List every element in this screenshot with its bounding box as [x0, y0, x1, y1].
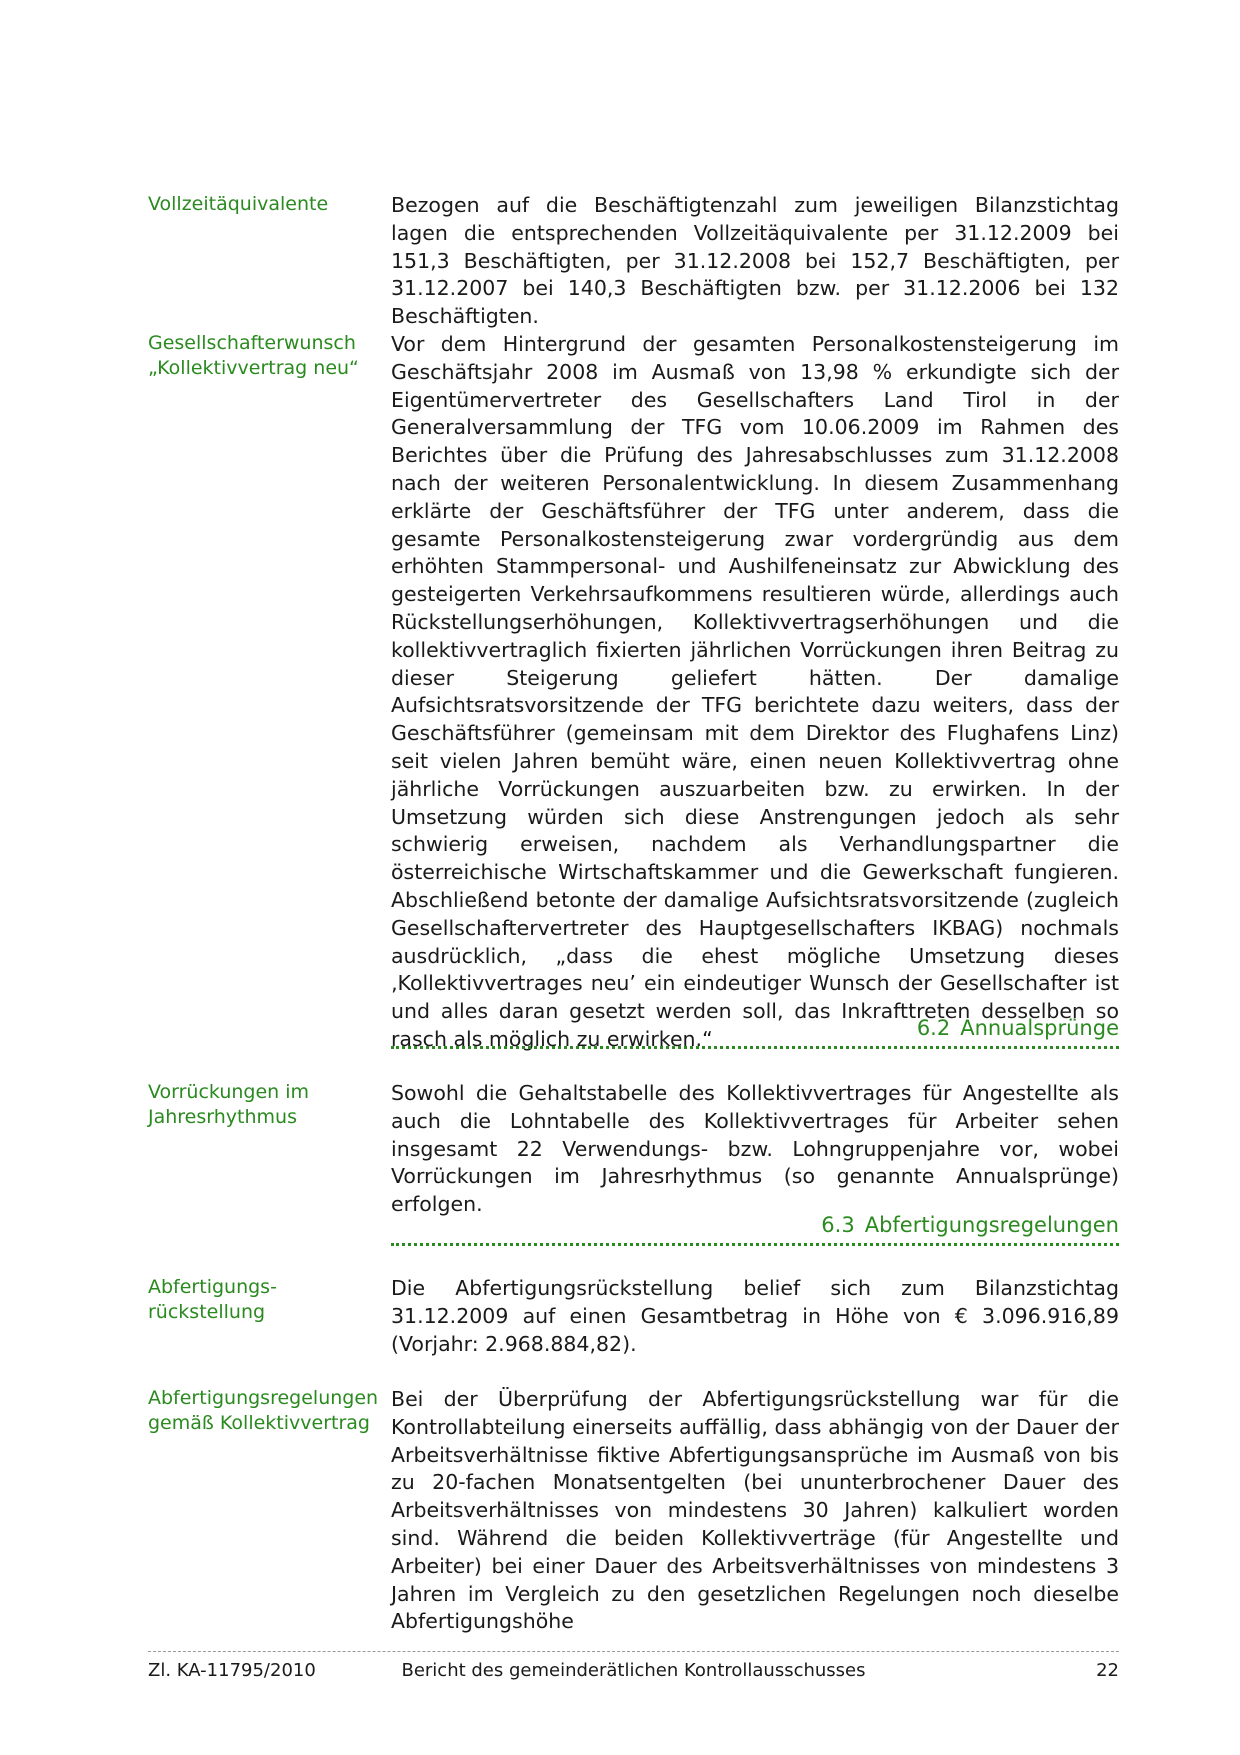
footer-reference: Zl. KA-11795/2010: [148, 1660, 316, 1681]
section-heading-6-3: [391, 1213, 1119, 1246]
section-number: 6.3: [821, 1213, 855, 1237]
margin-note-line: gemäß Kollektivvertrag: [148, 1412, 370, 1434]
margin-note-line: Gesellschafterwunsch: [148, 332, 356, 354]
section-heading-6-2: [391, 1016, 1119, 1049]
margin-note-rueckstellung: [148, 1275, 383, 1325]
margin-note-line: Abfertigungs-: [148, 1276, 277, 1298]
margin-note-vollzeit: [148, 192, 383, 217]
margin-note-vorrueckungen: [148, 1080, 383, 1130]
margin-note-line: Abfertigungsregelungen: [148, 1387, 379, 1409]
page-footer: [148, 1651, 1119, 1681]
page-number: 22: [1096, 1660, 1119, 1681]
margin-note-line: „Kollektivvertrag neu“: [148, 357, 359, 379]
section-title: Abfertigungsregelungen: [864, 1213, 1119, 1237]
section-number: 6.2: [916, 1016, 951, 1040]
paragraph-vollzeit: Bezogen auf die Beschäftigtenzahl zum jeweiligen Bilanzstichtag lagen die entsprechenden Vollzeitäquivalente per 31.12.2009 bei 151,3 Beschäftigten, per 31.12.2008 bei 152,7 Beschäftigten, per 31.12.2007 bei 140,3 Beschäftigten bzw. per 31.12.2006 bei 132 Beschäftigten.: [391, 193, 1119, 329]
margin-note-regelungen: [148, 1386, 383, 1436]
footer-title: Bericht des gemeinderätlichen Kontrollausschusses: [401, 1660, 866, 1681]
margin-note-line: Vorrückungen im: [148, 1081, 310, 1103]
paragraph-gesellschafter: Vor dem Hintergrund der gesamten Personalkostensteigerung im Geschäftsjahr 2008 im Ausmaß von 13,98 % erkundigte sich der Eigentümervertreter des Gesellschafters Land Tirol in der Generalversammlung der TFG vom 10.06.2009 im Rahmen des Berichtes über die Prüfung des Jahresabschlusses zum 31.12.2008 nach der weiteren Personalentwicklung. In diesem Zusammenhang erklärte der Geschäftsführer der TFG unter anderem, dass die gesamte Personalkostensteigerung zwar vordergründig aus dem erhöhten Stammpersonal- und Aushilfeneinsatz zur Abwicklung des gesteigerten Verkehrsaufkommens resultieren würde, allerdings auch Rückstellungserhöhungen, Kollektivvertragserhöhungen und die kollektivvertraglich fixierten jährlichen Vorrückungen ihren Beitrag zu dieser Steigerung geliefert hätten. Der damalige Aufsichtsratsvorsitzende der TFG berichtete dazu weiters, dass der Geschäftsführer (gemeinsam mit dem Direktor des Flughafens Linz) seit vielen Jahren bemüht wäre, einen neuen Kollektivvertrag ohne jährliche Vorrückungen auszuarbeiten bzw. zu erwirken. In der Umsetzung würden sich diese Anstrengungen jedoch als sehr schwierig erweisen, nachdem als Verhandlungspartner die österreichische Wirtschaftskammer und die Gewerkschaft fungieren. Abschließend betonte der damalige Aufsichtsratsvorsitzende (zugleich Gesellschaftervertreter des Hauptgesellschafters IKBAG) nochmals ausdrücklich, „dass die ehest mögliche Umsetzung dieses ‚Kollektivvertrages neu’ ein eindeutiger Wunsch der Gesellschafter ist und alles daran gesetzt werden soll, das Inkrafttreten desselben so rasch als möglich zu erwirken.“: [391, 332, 1119, 1051]
paragraph-regelungen: Bei der Überprüfung der Abfertigungsrückstellung war für die Kontrollabteilung einerseits auffällig, dass abhängig von der Dauer der Arbeitsverhältnisse fiktive Abfertigungsansprüche im Ausmaß von bis zu 20-fachen Monatsentgelten (bei ununterbrochener Dauer des Arbeitsverhältnisses von mindestens 30 Jahren) kalkuliert worden sind. Während die beiden Kollektivverträge (für Angestellte und Arbeiter) bei einer Dauer des Arbeitsverhältnisses von mindestens 3 Jahren im Vergleich zu den gesetzlichen Regelungen noch dieselbe Abfertigungshöhe: [391, 1387, 1119, 1634]
paragraph-vorrueckungen: Sowohl die Gehaltstabelle des Kollektivvertrages für Angestellte als auch die Lohntabelle des Kollektivvertrages für Arbeiter sehen insgesamt 22 Verwendungs- bzw. Lohngruppenjahre vor, wobei Vorrückungen im Jahresrhythmus (so genannte Annualsprünge) erfolgen.: [391, 1081, 1119, 1217]
section-title: Annualsprünge: [960, 1016, 1119, 1040]
paragraph-rueckstellung: Die Abfertigungsrückstellung belief sich zum Bilanzstichtag 31.12.2009 auf einen Gesamtbetrag in Höhe von € 3.096.916,89 (Vorjahr: 2.968.884,82).: [391, 1276, 1119, 1356]
margin-note-line: Jahresrhythmus: [148, 1106, 297, 1128]
margin-note-text: Vollzeitäquivalente: [148, 193, 329, 215]
margin-note-line: rückstellung: [148, 1301, 266, 1323]
margin-note-gesellschafter: [148, 331, 383, 381]
